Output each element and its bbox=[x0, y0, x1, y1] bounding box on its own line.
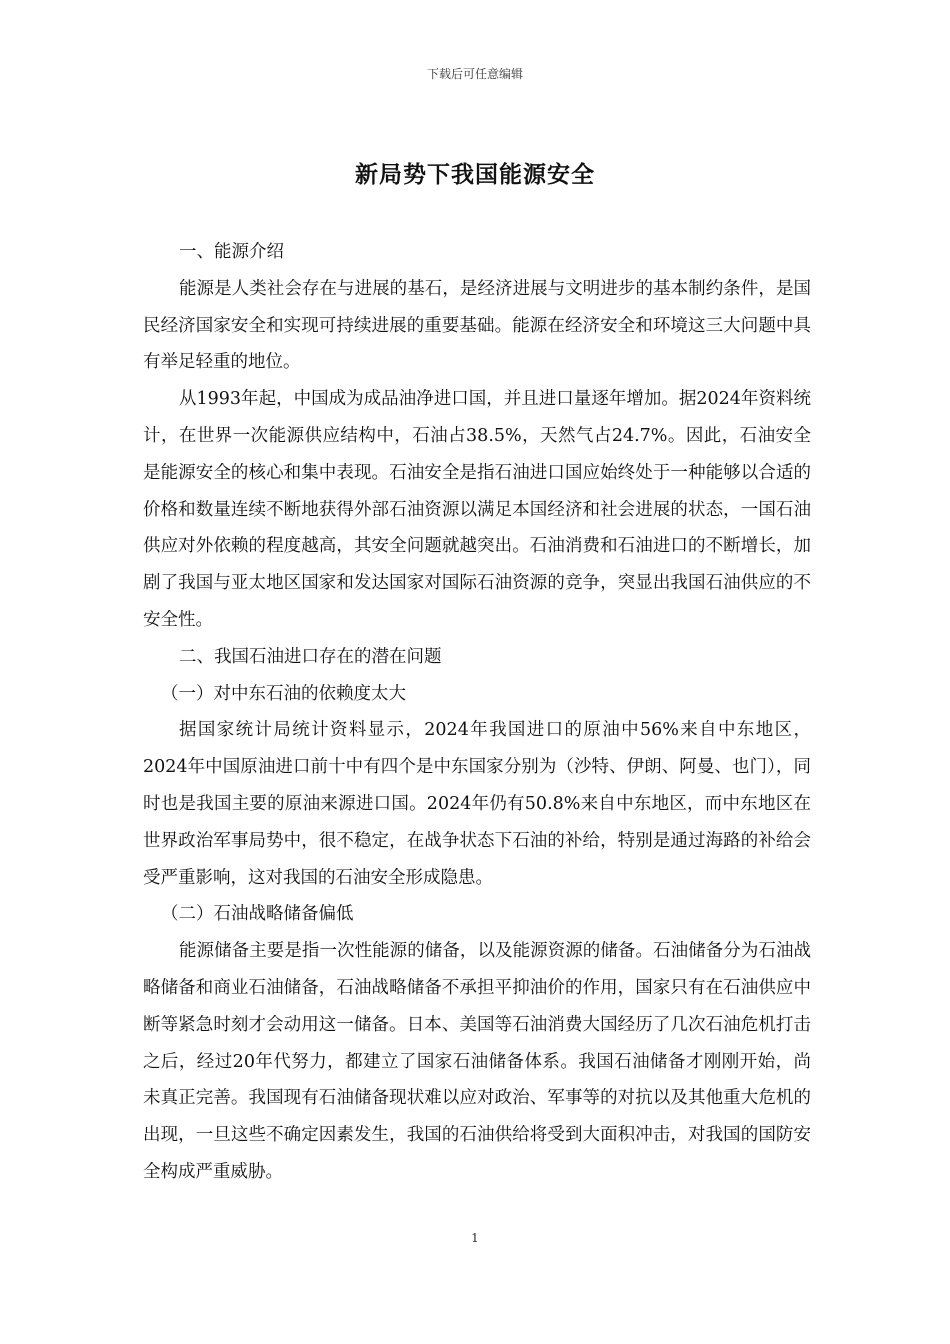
section-heading-energy-intro: 一、能源介绍 bbox=[179, 242, 284, 262]
section-heading-oil-import-issues: 二、我国石油进口存在的潜在问题 bbox=[179, 646, 442, 667]
page-number: 1 bbox=[471, 1231, 479, 1245]
page-header: 下载后可任意编辑 bbox=[426, 67, 523, 81]
paragraph: 据国家统计局统计资料显示，2024年我国进口的原油中56%来自中东地区，2024年中国原油进口前十中有四个是中东国家分别为（沙特、伊朗、阿曼、也门），同时也是我国主要的原油来源进口国。2024年仍有50.8%来自中东地区，而中东地区在世界政治军事局势中，很不稳定，在战争状态下石油的补给，特别是通过海路的补给会受严重影响，这对我国的石油安全形成隐患。 bbox=[143, 720, 811, 888]
page-title: 新局势下我国能源安全 bbox=[355, 161, 595, 188]
paragraph: 能源储备主要是指一次性能源的储备，以及能源资源的储备。石油储备分为石油战略储备和商业石油储备，石油战略储备不承担平抑油价的作用，国家只有在石油供应中断等紧急时刻才会动用这一储备。日本、美国等石油消费大国经历了几次石油危机打击之后，经过20年代努力，都建立了国家石油储备体系。我国石油储备才刚刚开始，尚未真正完善。我国现有石油储备现状难以应对政治、军事等的对抗以及其他重大危机的出现，一旦这些不确定因素发生，我国的石油供给将受到大面积冲击，对我国的国防安全构成严重威胁。 bbox=[143, 941, 811, 1182]
subsection-heading-strategic-reserve: （二）石油战略储备偏低 bbox=[161, 904, 354, 925]
subsection-heading-middle-east: （一）对中东石油的依赖度太大 bbox=[161, 683, 406, 704]
paragraph: 从1993年起，中国成为成品油净进口国，并且进口量逐年增加。据2024年资料统计，在世界一次能源供应结构中，石油占38.5%，天然气占24.7%。因此，石油安全是能源安全的核心和集中表现。石油安全是指石油进口国应始终处于一种能够以合适的价格和数量连续不断地获得外部石油资源以满足本国经济和社会进展的状态，一国石油供应对外依赖的程度越高，其安全问题就越突出。石油消费和石油进口的不断增长，加剧了我国与亚太地区国家和发达国家对国际石油资源的竞争，突显出我国石油供应的不安全性。 bbox=[143, 389, 811, 630]
paragraph: 能源是人类社会存在与进展的基石，是经济进展与文明进步的基本制约条件，是国民经济国家安全和实现可持续进展的重要基础。能源在经济安全和环境这三大问题中具有举足轻重的地位。 bbox=[143, 278, 811, 373]
document-body bbox=[143, 234, 811, 1191]
